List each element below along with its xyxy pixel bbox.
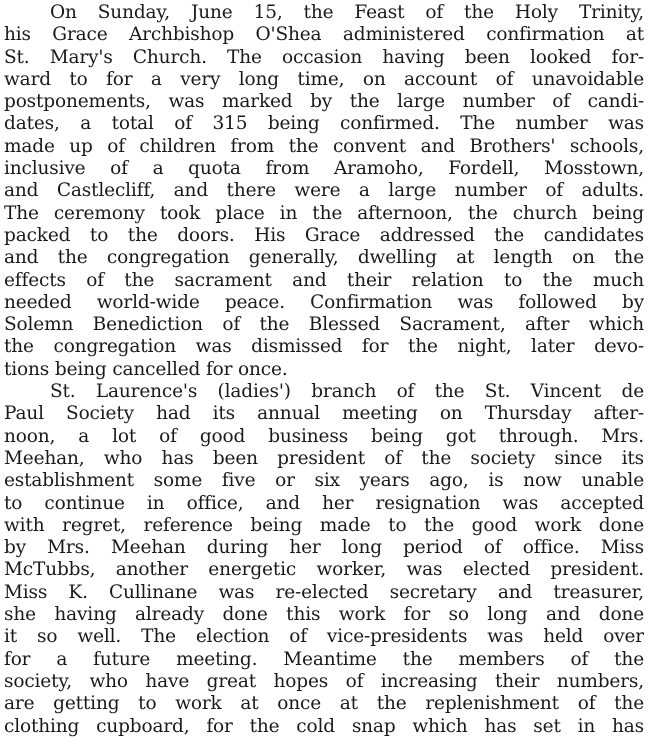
- text-line: his Grace Archbishop O'Shea administered confirmation at: [4, 24, 644, 46]
- text-line: St. Laurence's (ladies') branch of the St. Vincent de: [50, 381, 644, 403]
- text-line: society, who have great hopes of increasing their numbers,: [4, 670, 644, 692]
- text-line: are getting to work at once at the replenishment of the: [4, 693, 644, 715]
- text-line: she having already done this work for so long and done: [4, 604, 644, 626]
- text-line: made up of children from the convent and Brothers' schools,: [4, 135, 644, 157]
- text-line: establishment some five or six years ago, is now unable: [4, 470, 644, 492]
- text-line: dates, a total of 315 being confirmed. The number was: [4, 113, 644, 135]
- paragraph-st-vincent-de-paul: [4, 381, 644, 738]
- text-line: the congregation was dismissed for the night, later devo-: [4, 336, 644, 358]
- text-line: The ceremony took place in the afternoon, the church being: [4, 202, 644, 224]
- text-line: Solemn Benediction of the Blessed Sacrament, after which: [4, 314, 644, 336]
- text-line: Paul Society had its annual meeting on Thursday after-: [4, 403, 644, 425]
- paragraph-confirmation: [4, 2, 644, 381]
- text-line: by Mrs. Meehan during her long period of office. Miss: [4, 537, 644, 559]
- text-line: with regret, reference being made to the good work done: [4, 514, 644, 536]
- text-line: and Castlecliff, and there were a large number of adults.: [4, 180, 644, 202]
- text-line: inclusive of a quota from Aramoho, Fordell, Mosstown,: [4, 158, 644, 180]
- text-line: postponements, was marked by the large number of candi-: [4, 91, 644, 113]
- text-line: St. Mary's Church. The occasion having been looked for-: [4, 46, 644, 68]
- text-line: McTubbs, another energetic worker, was elected president.: [4, 559, 644, 581]
- article-column: [4, 2, 644, 738]
- text-line: clothing cupboard, for the cold snap which has set in has: [4, 715, 644, 737]
- text-line: ward to for a very long time, on account of unavoidable: [4, 68, 644, 90]
- text-line: needed world-wide peace. Confirmation was followed by: [4, 291, 644, 313]
- text-line: packed to the doors. His Grace addressed the candidates: [4, 224, 644, 246]
- text-line: and the congregation generally, dwelling at length on the: [4, 247, 644, 269]
- text-line: to continue in office, and her resignation was accepted: [4, 492, 644, 514]
- text-line: On Sunday, June 15, the Feast of the Holy Trinity,: [50, 2, 644, 23]
- text-line: noon, a lot of good business being got through. Mrs.: [4, 425, 644, 447]
- text-line: it so well. The election of vice-presidents was held over: [4, 626, 644, 648]
- text-line: Meehan, who has been president of the society since its: [4, 447, 644, 469]
- text-line: effects of the sacrament and their relation to the much: [4, 269, 644, 291]
- text-line: tions being cancelled for once.: [4, 358, 288, 380]
- text-line: for a future meeting. Meantime the members of the: [4, 648, 644, 670]
- text-line: Miss K. Cullinane was re-elected secretary and treasurer,: [4, 581, 644, 603]
